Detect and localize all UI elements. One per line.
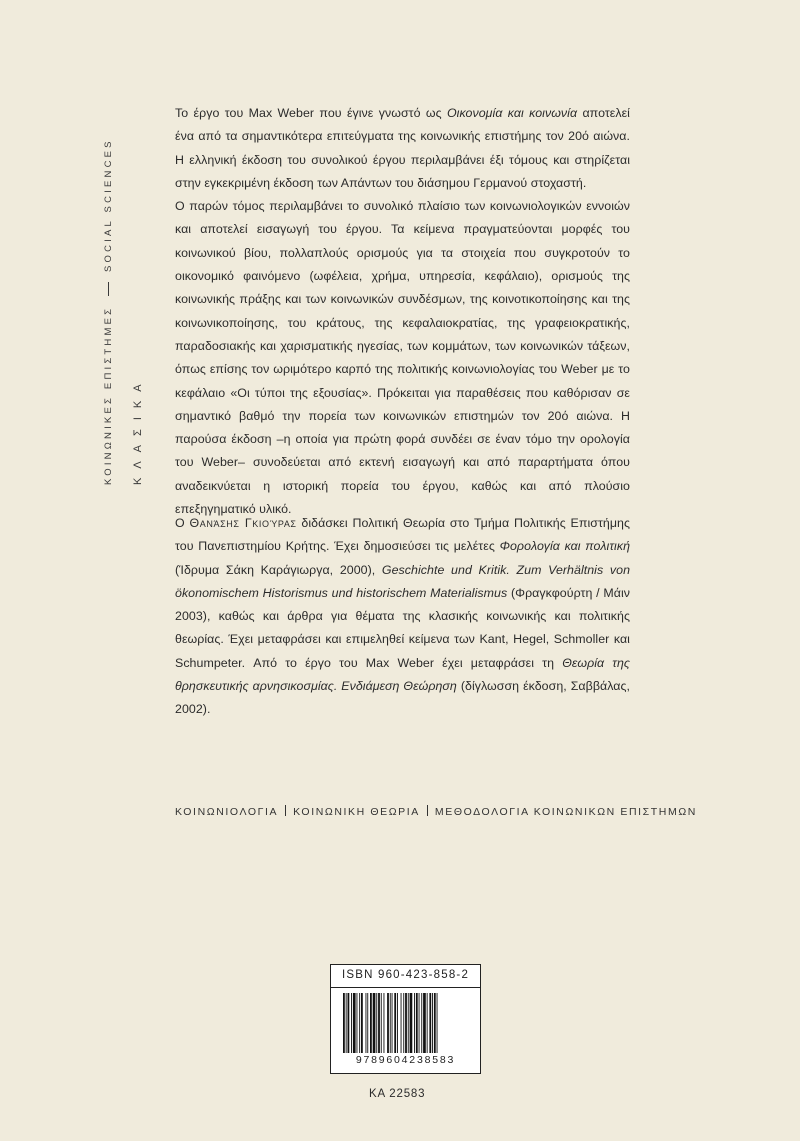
bio-text: (Φραγκφούρτη / Μάιν 2003), καθώς και άρθρα για θέματα της κλασικής κοινωνικής και πολιτικής θεωρίας. Έχει μεταφράσει και επιμεληθεί κείμενα των Kant, Hegel, Schmoller και Schumpeter. Από το έργο του Max Weber έχει μεταφράσει τη xyxy=(175,585,630,670)
publication-title: Θεωρία της θρησκευτικής αρνησικοσμίας. Ενδιάμεση Θεώρηση xyxy=(175,655,630,694)
isbn-label: ISBN 960-423-858-2 xyxy=(341,969,470,981)
spine-series-label xyxy=(103,100,114,485)
barcode-icon xyxy=(341,993,469,1053)
author-name: Θανάσης Γκιούρας xyxy=(189,516,297,530)
spine-collection-label xyxy=(132,330,144,485)
work-title: Οικονομία και κοινωνία xyxy=(446,106,578,120)
series-item: ΚΟΙΝΩΝΙΟΛΟΓΙΑ xyxy=(175,806,279,818)
series-divider xyxy=(427,805,428,816)
series-item: ΜΕΘΟΔΟΛΟΓΙΑ ΚΟΙΝΩΝΙΚΩΝ ΕΠΙΣΤΗΜΩΝ xyxy=(434,806,697,818)
description-text: Το έργο του Max Weber που έγινε γνωστό ως xyxy=(175,106,447,120)
description-text: αποτελεί ένα από τα σημαντικότερα επιτεύγματα της κοινωνικής επιστήμης τον 20ό αιώνα. Η ελληνική έκδοση του συνολικού έργου περιλαμβάνει έξι τόμους και στηρίζεται στην εγκεκριμένη έκδοση των Απάντων του διάσημου Γερμανού στοχαστή. xyxy=(175,106,630,190)
publication-title: Φορολογία και πολιτική xyxy=(499,539,631,554)
series-line xyxy=(175,805,697,818)
series-item: ΚΟΙΝΩΝΙΚΗ ΘΕΩΡΙΑ xyxy=(293,806,420,818)
author-bio xyxy=(175,512,630,722)
book-description xyxy=(175,102,630,521)
bio-text: Ο xyxy=(175,516,190,530)
isbn-barcode-box xyxy=(330,964,481,1074)
series-divider xyxy=(285,805,286,816)
barcode-digits: 9789604238583 xyxy=(355,1054,456,1066)
product-code: ΚΑ 22583 xyxy=(369,1088,426,1100)
bio-text: (Ίδρυμα Σάκη Καράγιωργα, 2000), xyxy=(175,562,382,577)
author-bio-paragraph xyxy=(175,512,630,722)
spine-collection: ΚΛΑΣΙΚΑ xyxy=(132,375,144,485)
isbn-divider xyxy=(331,987,480,988)
bio-text: (δίγλωσση έκδοση, Σαββάλας, 2002). xyxy=(175,679,630,717)
description-paragraph-2: Ο παρών τόμος περιλαμβάνει το συνολικό πλαίσιο των κοινωνιολογικών εννοιών και αποτελεί εισαγωγή του έργου. Τα κείμενα πραγματεύονται μορφές του κοινωνικού βίου, πολλαπλούς ορισμούς για τα στοιχεία που συγκροτούν το οικονομικό φαινόμενο (ωφέλεια, χρήμα, υπηρεσία, κεφάλαιο), ορισμούς της κοινωνικής πράξης και των κοινωνικών συνδέσμων, της κοινοτικοποίησης και της κοινωνικοποίησης, του κράτους, της κεφαλαιοκρατίας, της γραφειοκρατικής, παραδοσιακής και χαρισματικής ηγεσίας, των κομμάτων, των κοινωνικών τάξεων, όπως επίσης τον ωριμότερο καρπό της πολιτικής κοινωνιολογίας του Weber με το κεφάλαιο «Οι τύποι της εξουσίας». Πρόκειται για παραθέσεις που καθόρισαν σε σημαντικό βαθμό την πορεία των κοινωνικών επιστημών τον 20ό αιώνα. Η παρούσα έκδοση –η οποία για πρώτη φορά συνδέει σε έναν τόμο την ορολογία του Weber– συνοδεύεται από εκτενή εισαγωγή και από παραρτήματα όπου αναδεικνύεται η ιστορική πορεία του έργου, καθώς και από πλούσιο επεξηγηματικό υλικό. xyxy=(175,199,630,517)
spine-divider xyxy=(108,282,109,296)
bio-text: διδάσκει Πολιτική Θεωρία στο Τμήμα Πολιτικής Επιστήμης του Πανεπιστημίου Κρήτης. Έχει δημοσιεύσει τις μελέτες xyxy=(175,516,631,554)
spine-series-english: SOCIAL SCIENCES xyxy=(103,138,114,272)
description-paragraph-1 xyxy=(175,102,630,195)
publication-title: Geschichte und Kritik. Zum Verhältnis von ökonomischem Historismus und historischem Materialismus xyxy=(175,562,631,600)
spine-series-greek: ΚΟΙΝΩΝΙΚΕΣ ΕΠΙΣΤΗΜΕΣ xyxy=(103,305,114,485)
